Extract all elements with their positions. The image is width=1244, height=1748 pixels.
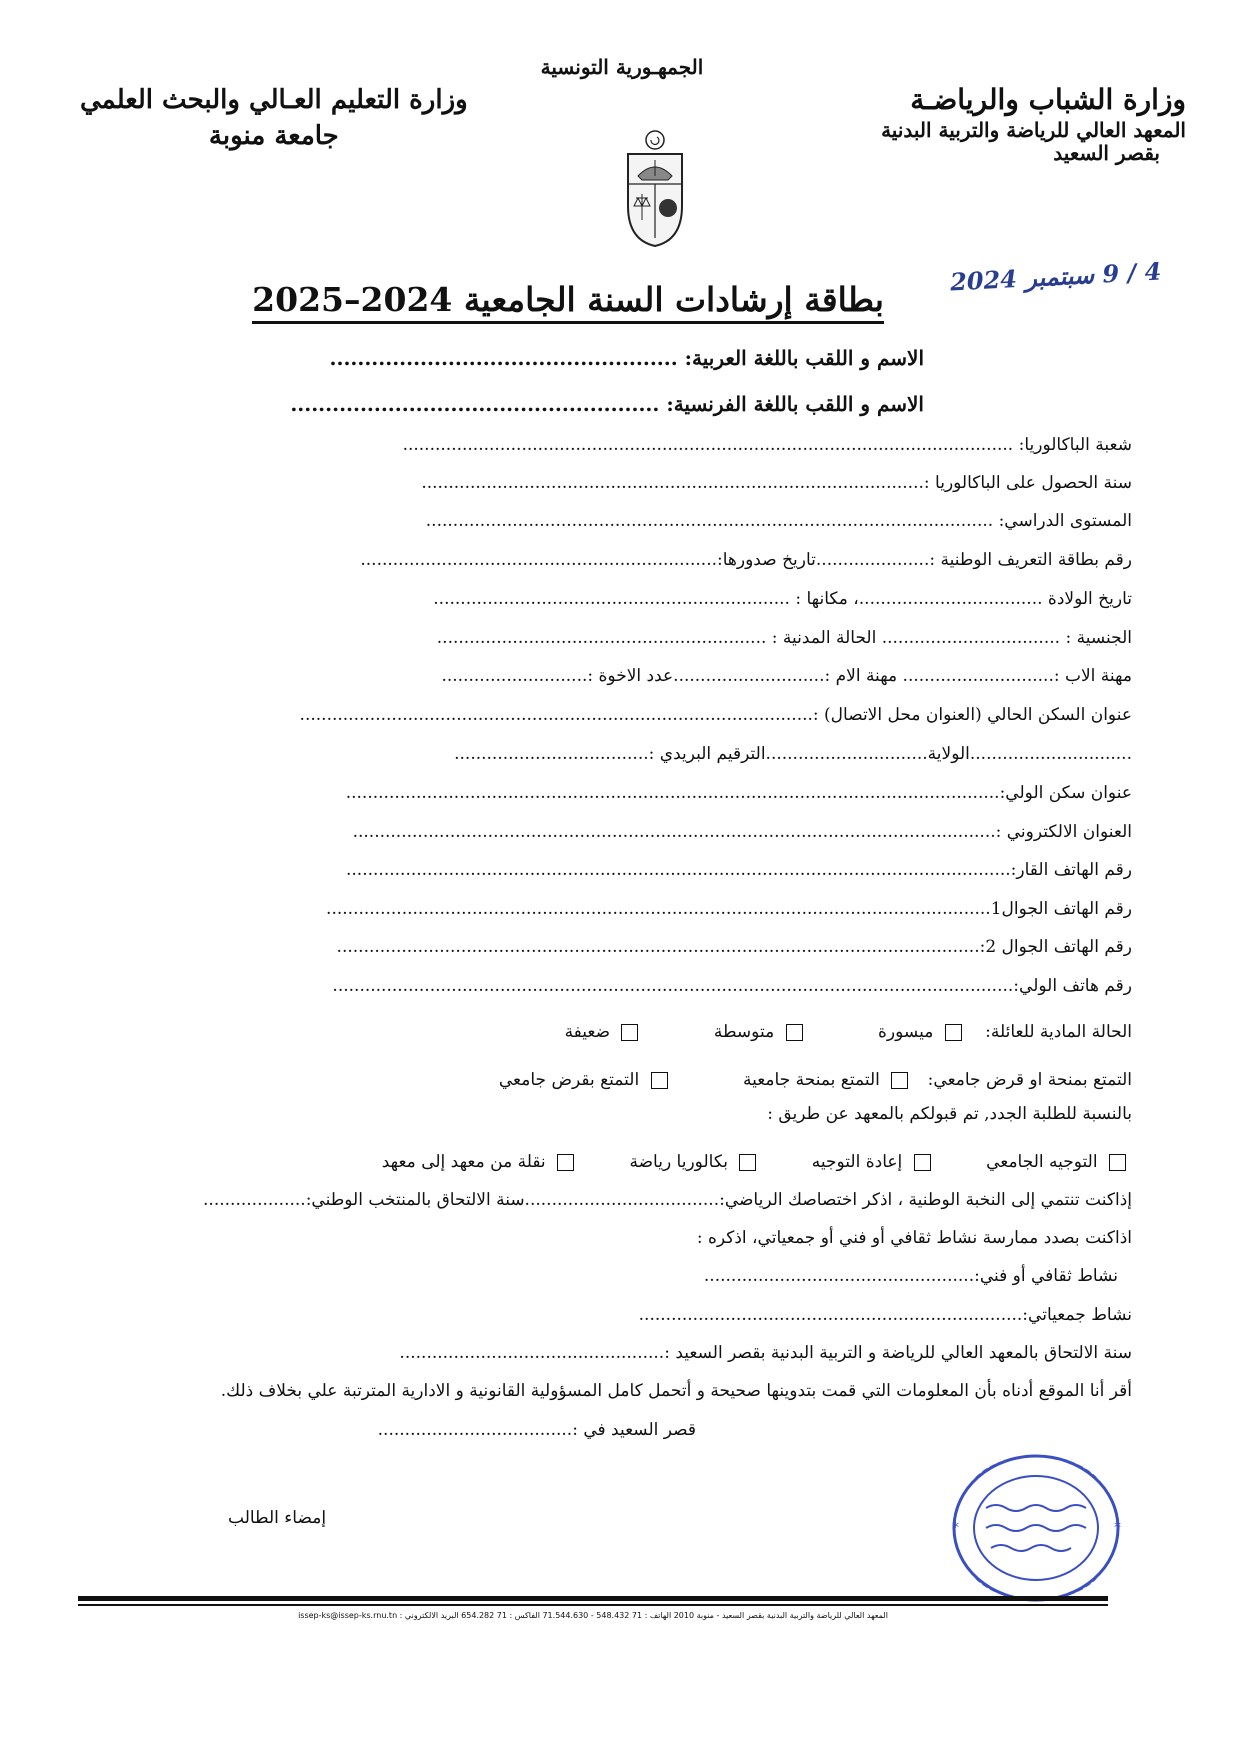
form-title: بطاقة إرشادات السنة الجامعية 2024–2025 (252, 280, 884, 324)
institute-city: بقصر السعيد (1053, 141, 1160, 165)
option-weak: ضعيفة (564, 1022, 611, 1042)
option-bac-sport: بكالوريا رياضة (629, 1152, 728, 1172)
option-average: متوسطة (713, 1022, 775, 1042)
checkbox-reorientation[interactable] (914, 1154, 931, 1171)
ministry-youth-block (881, 82, 1186, 164)
checkbox-grant[interactable] (891, 1072, 908, 1089)
ministry-higher-ed: وزارة التعليم العـالي والبحث العلمي (80, 85, 468, 115)
field-name-french[interactable]: الاسم و اللقب باللغة الفرنسية: ..................................................... (290, 392, 924, 416)
family-status-row (565, 1022, 1132, 1042)
field-birth[interactable]: تاريخ الولادة ..................................، مكانها : .................................................................. (433, 589, 1132, 609)
field-cultural-activity[interactable]: نشاط ثقافي أو فني:.................................................. (703, 1266, 1118, 1286)
svg-text:*: * (1114, 1520, 1121, 1536)
declaration-text: أقر أنا الموقع أدناه بأن المعلومات التي قمت بتدوينها صحيحة و أتحمل كامل المسؤولية القانونية و الادارية المترتبة علي بخلاف ذلك. (220, 1381, 1132, 1401)
handwritten-date: 4 / 9 سبتمبر 2024 (949, 256, 1162, 297)
field-mobile-2[interactable]: رقم الهاتف الجوال 2:....................................................................................................................... (336, 937, 1132, 957)
checkbox-wealthy[interactable] (945, 1024, 962, 1041)
footer-contact: المعهد العالي للرياضة والتربية البدنية بقصر السعيد - منوبة 2010 الهاتف : 71 548.432 - 71.544.630 الفاكس : 71 654.282 البريد الالكتروني : issep-ks@issep-ks.rnu.tn (298, 1611, 888, 1620)
field-phone-fixed[interactable]: رقم الهاتف القار:........................................................................................................................... (346, 860, 1132, 880)
option-wealthy: ميسورة (878, 1022, 934, 1042)
ministry-youth: وزارة الشباب والرياضـة (910, 83, 1186, 116)
institute-name: المعهد العالي للرياضة والتربية البدنية (881, 118, 1186, 142)
activity-intro: اذاكنت بصدد ممارسة نشاط ثقافي أو فني أو جمعياتي، اذكره : (696, 1228, 1132, 1248)
university-name: جامعة منوبة (208, 121, 339, 151)
student-signature-label: إمضاء الطالب (228, 1508, 327, 1528)
field-bac-year[interactable]: سنة الحصول على الباكالوريا :............................................................................................. (421, 473, 1132, 493)
field-region[interactable]: ..............................الولاية..............................الترقيم البريدي :.................................... (454, 744, 1132, 764)
official-stamp-icon (946, 1448, 1126, 1608)
checkbox-transfer[interactable] (557, 1154, 574, 1171)
family-status-label: الحالة المادية للعائلة: (985, 1022, 1132, 1042)
checkbox-average[interactable] (786, 1024, 803, 1041)
field-bac-branch[interactable]: شعبة الباكالوريا: ................................................................................................................. (402, 435, 1132, 455)
ministry-higher-ed-block (80, 82, 468, 154)
footer-rule-thick (78, 1596, 1108, 1601)
admission-row (382, 1152, 1132, 1172)
option-grant: التمتع بمنحة جامعية (742, 1070, 880, 1090)
option-orientation: التوجيه الجامعي (986, 1152, 1098, 1172)
scholarship-label: التمتع بمنحة او قرض جامعي: (927, 1070, 1132, 1090)
field-join-year[interactable]: سنة الالتحاق بالمعهد العالي للرياضة و التربية البدنية بقصر السعيد :................................................. (399, 1343, 1132, 1363)
field-email[interactable]: العنوان الالكتروني :....................................................................................................................... (352, 822, 1132, 842)
field-parents[interactable]: مهنة الاب :............................ مهنة الام :............................عدد الاخوة :........................... (441, 666, 1132, 686)
checkbox-bac-sport[interactable] (739, 1154, 756, 1171)
field-name-arabic[interactable]: الاسم و اللقب باللغة العربية: .................................................. (329, 346, 924, 370)
footer-rule-thin (78, 1604, 1108, 1606)
republic-header: الجمهـورية التونسية (540, 55, 704, 79)
field-association-activity[interactable]: نشاط جمعياتي:....................................................................... (638, 1305, 1132, 1325)
scholarship-row (499, 1070, 1132, 1090)
field-guardian-address[interactable]: عنوان سكن الولي:......................................................................................................................... (345, 783, 1132, 803)
option-loan: التمتع بقرض جامعي (498, 1070, 640, 1090)
coat-of-arms-icon (620, 128, 690, 250)
field-place-date[interactable]: قصر السعيد في :.................................... (377, 1420, 696, 1440)
field-national-elite[interactable]: إذاكنت تنتمي إلى النخبة الوطنية ، اذكر اختصاصك الرياضي:....................................سنة الالتحاق بالمنتخب الوطني:................... (203, 1190, 1132, 1210)
option-reorientation: إعادة التوجيه (811, 1152, 903, 1172)
checkbox-weak[interactable] (621, 1024, 638, 1041)
field-study-level[interactable]: المستوى الدراسي: ......................................................................................................... (425, 511, 1132, 531)
new-students-note: بالنسبة للطلبة الجدد, تم قبولكم بالمعهد عن طريق : (767, 1104, 1132, 1124)
field-guardian-phone[interactable]: رقم هاتف الولي:.............................................................................................................................. (332, 976, 1132, 996)
checkbox-orientation[interactable] (1109, 1154, 1126, 1171)
svg-text:*: * (952, 1520, 959, 1536)
field-nationality[interactable]: الجنسية : ................................. الحالة المدنية : ............................................................. (436, 628, 1132, 648)
field-mobile-1[interactable]: رقم الهاتف الجوال1........................................................................................................................... (326, 899, 1132, 919)
field-address[interactable]: عنوان السكن الحالي (العنوان محل الاتصال) :............................................................................................... (299, 705, 1132, 725)
field-cin[interactable]: رقم بطاقة التعريف الوطنية :.....................تاريخ صدورها:.................................................................. (360, 550, 1132, 570)
checkbox-loan[interactable] (651, 1072, 668, 1089)
option-transfer: نقلة من معهد إلى معهد (381, 1152, 546, 1172)
